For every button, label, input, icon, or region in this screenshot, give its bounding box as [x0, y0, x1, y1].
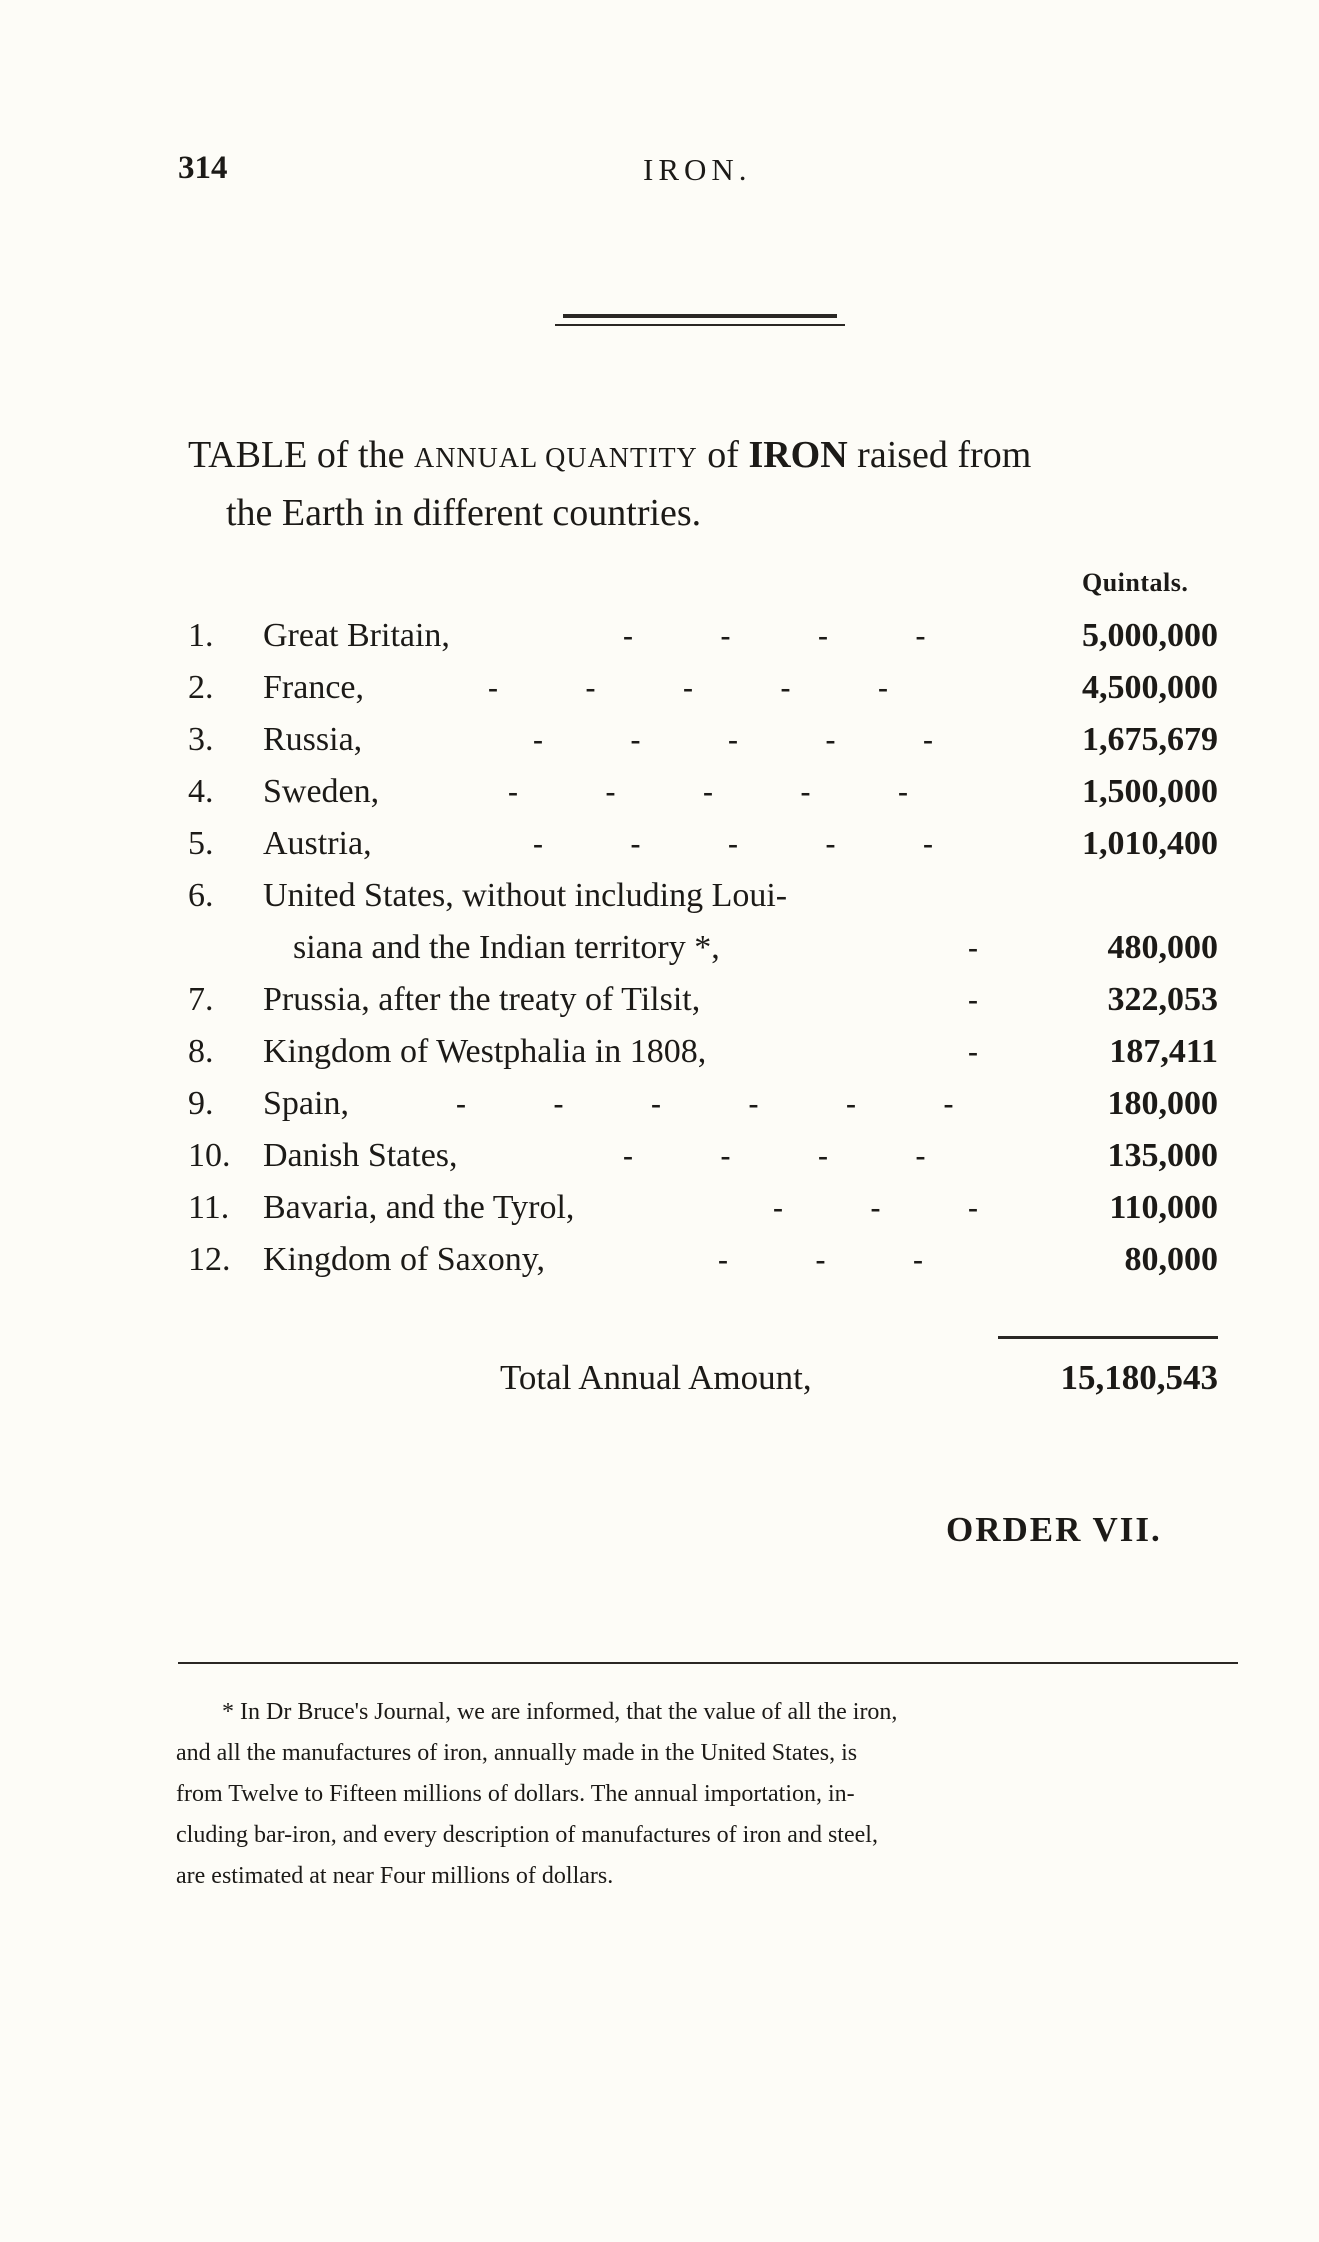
row-country: Kingdom of Westphalia in 1808,	[263, 1033, 707, 1070]
table-row	[188, 610, 1218, 662]
row-number: 4.	[188, 773, 214, 810]
row-value: 80,000	[1124, 1241, 1218, 1278]
row-value: 135,000	[1107, 1137, 1218, 1174]
row-number: 5.	[188, 825, 214, 862]
row-leader-dashes: - - - -	[623, 619, 966, 652]
row-country: France,	[263, 669, 365, 706]
page-number: 314	[178, 150, 228, 186]
row-value: 5,000,000	[1082, 617, 1218, 654]
row-number: 8.	[188, 1033, 214, 1070]
row-value: 1,500,000	[1082, 773, 1218, 810]
total-rule	[998, 1336, 1218, 1339]
page-header	[178, 150, 1238, 200]
footnote	[176, 1692, 1222, 1897]
row-leader-dashes: -	[968, 983, 1018, 1016]
row-number: 3.	[188, 721, 214, 758]
table-row	[188, 1182, 1218, 1234]
row-country: Spain,	[263, 1085, 349, 1122]
table-row-continuation	[188, 922, 1218, 974]
table-row	[188, 1234, 1218, 1286]
row-value: 110,000	[1109, 1189, 1218, 1226]
row-leader-dashes: - - - - -	[508, 775, 948, 808]
row-number: 7.	[188, 981, 214, 1018]
table-row	[188, 766, 1218, 818]
table-title	[188, 428, 1248, 540]
column-header-quintals: Quintals.	[1082, 568, 1189, 597]
row-country: Bavaria, and the Tyrol,	[263, 1189, 575, 1226]
row-country: Great Britain,	[263, 617, 450, 654]
table-row	[188, 1026, 1218, 1078]
row-country: Prussia, after the treaty of Tilsit,	[263, 981, 701, 1018]
title-prefix: TABLE of the	[188, 434, 414, 476]
row-leader-dashes: - - - -	[623, 1139, 966, 1172]
table-row	[188, 1078, 1218, 1130]
row-leader-dashes: - - - - -	[533, 827, 973, 860]
row-country: Sweden,	[263, 773, 380, 810]
total-value: 15,180,543	[1060, 1358, 1218, 1397]
title-iron: IRON	[748, 434, 848, 476]
ornamental-rule	[555, 314, 845, 326]
table-title-line-2: the Earth in different countries.	[226, 492, 702, 534]
row-value: 187,411	[1109, 1033, 1218, 1070]
table-row	[188, 818, 1218, 870]
row-number: 1.	[188, 617, 214, 654]
row-country: United States, without including Loui-	[263, 877, 788, 914]
row-number: 2.	[188, 669, 214, 706]
row-number: 10.	[188, 1137, 231, 1174]
footnote-line: * In Dr Bruce's Journal, we are informed, that the value of all the iron,	[222, 1699, 898, 1725]
row-country: Russia,	[263, 721, 363, 758]
footnote-line: and all the manufactures of iron, annually made in the United States, is	[176, 1740, 858, 1766]
footnote-line: cluding bar-iron, and every description of manufactures of iron and steel,	[176, 1822, 878, 1848]
row-number: 11.	[188, 1189, 230, 1226]
table-row	[188, 974, 1218, 1026]
row-country: Danish States,	[263, 1137, 458, 1174]
table-row	[188, 662, 1218, 714]
row-leader-dashes: - - -	[718, 1243, 963, 1276]
row-country-continuation: siana and the Indian territory *,	[293, 929, 720, 966]
table-row	[188, 1130, 1218, 1182]
row-number: 6.	[188, 877, 214, 914]
row-leader-dashes: - - - - -	[488, 671, 928, 704]
row-value: 322,053	[1107, 981, 1218, 1018]
ornamental-rule-thick	[563, 314, 837, 318]
total-row	[188, 1350, 1218, 1406]
row-value: 4,500,000	[1082, 669, 1218, 706]
order-heading: ORDER VII.	[946, 1510, 1162, 1549]
row-value: 1,675,679	[1082, 721, 1218, 758]
row-leader-dashes: - - - - -	[533, 723, 973, 756]
row-country: Austria,	[263, 825, 372, 862]
row-leader-dashes: -	[968, 931, 1018, 964]
ornamental-rule-thin	[555, 324, 845, 326]
footnote-line: are estimated at near Four millions of dollars.	[176, 1863, 614, 1889]
iron-table	[188, 610, 1218, 1286]
total-label: Total Annual Amount,	[500, 1358, 812, 1397]
row-leader-dashes: - - -	[773, 1191, 1018, 1224]
title-of: of	[697, 434, 749, 476]
title-suffix: raised from	[847, 434, 1032, 476]
row-number: 9.	[188, 1085, 214, 1122]
table-row	[188, 714, 1218, 766]
row-number: 12.	[188, 1241, 231, 1278]
row-leader-dashes: -	[968, 1035, 1018, 1068]
row-country: Kingdom of Saxony,	[263, 1241, 546, 1278]
title-annual-quantity: ANNUAL QUANTITY	[413, 443, 698, 474]
table-row	[188, 870, 1218, 922]
running-head: IRON.	[643, 152, 752, 187]
row-value: 480,000	[1107, 929, 1218, 966]
footnote-line: from Twelve to Fifteen millions of dollars. The annual importation, in-	[176, 1781, 855, 1807]
table-title-line-1	[188, 428, 1248, 486]
footnote-rule	[178, 1662, 1238, 1664]
row-value: 180,000	[1107, 1085, 1218, 1122]
row-value: 1,010,400	[1082, 825, 1218, 862]
row-leader-dashes: - - - - - -	[456, 1087, 994, 1120]
